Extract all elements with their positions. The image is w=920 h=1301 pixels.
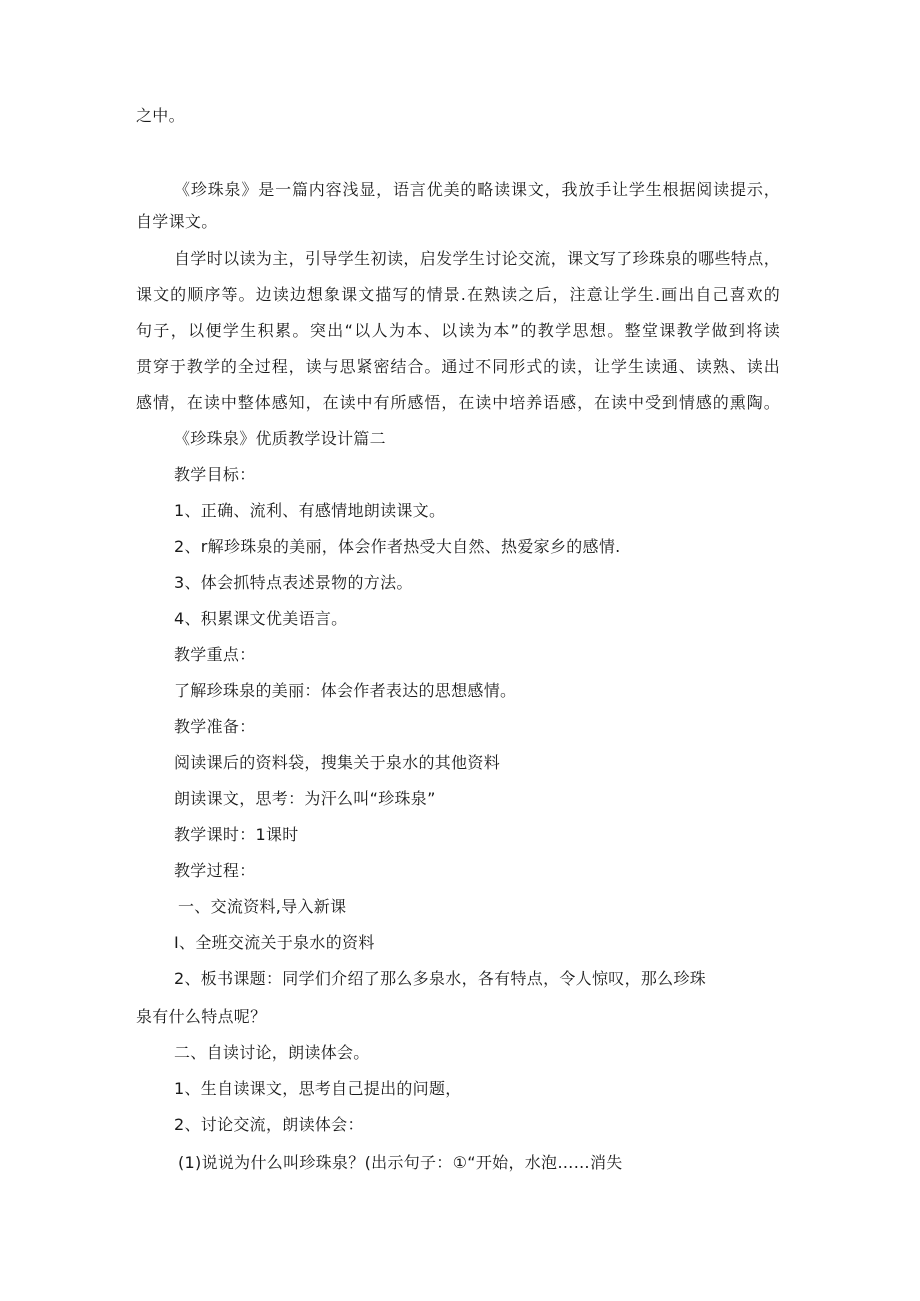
- text-line: 一、交流资料,导入新课: [178, 897, 347, 916]
- text-line: 阅读课后的资料袋，搜集关于泉水的其他资料: [174, 753, 501, 772]
- list-item: I、全班交流关于泉水的资料: [174, 933, 375, 952]
- text-line: 教学过程：: [174, 861, 256, 880]
- text-line: 《珍珠泉》是一篇内容浅显，语言优美的略读课文，我放手让学生根据阅读提示，: [174, 180, 780, 199]
- text-line: 朗读课文，思考：为汗么叫“珍珠泉”: [174, 789, 436, 808]
- list-item: (1)说说为什么叫珍珠泉？(出示句子：①“开始，水泡……消失: [178, 1153, 623, 1172]
- list-item: 1、生自读课文，思考自己提出的问题，: [174, 1079, 462, 1098]
- text-line: 教学重点：: [174, 645, 256, 664]
- text-line: 泉有什么特点呢？: [136, 1007, 267, 1026]
- text-line: 二、自读讨论，朗读体会。: [174, 1043, 370, 1062]
- text-line: 课文的顺序等。边读边想象课文描写的情景.在熟读之后，注意让学生.画出自己喜欢的: [136, 285, 780, 304]
- text-line: 贯穿于教学的全过程，读与思紧密结合。通过不同形式的读，让学生读通、读熟、读出: [136, 357, 780, 376]
- list-item: 2、讨论交流，朗读体会：: [174, 1115, 364, 1134]
- text-line: 之中。: [136, 106, 185, 125]
- text-line: 句子，以便学生积累。突出“以人为本、以读为本”的教学思想。整堂课教学做到将读: [136, 321, 780, 340]
- text-line: 教学课时：1课时: [174, 825, 299, 844]
- text-line: 教学目标：: [174, 465, 256, 484]
- list-item: 1、正确、流利、有感情地朗读课文。: [174, 501, 446, 520]
- text-line: 自学课文。: [136, 212, 218, 231]
- text-line: 感情，在读中整体感知，在读中有所感悟，在读中培养语感，在读中受到情感的熏陶。: [136, 393, 780, 412]
- list-item: 2、板书课题：同学们介绍了那么多泉水，各有特点，令人惊叹，那么珍珠: [174, 969, 707, 988]
- list-item: 3、体会抓特点表述景物的方法。: [174, 573, 413, 592]
- section-heading: 《珍珠泉》优质教学设计篇二: [174, 429, 386, 448]
- list-item: 4、积累课文优美语言。: [174, 609, 348, 628]
- text-line: 自学时以读为主，引导学生初读，启发学生讨论交流，课文写了珍珠泉的哪些特点，: [174, 249, 780, 268]
- text-line: 了解珍珠泉的美丽：体会作者表达的思想感情。: [174, 681, 517, 700]
- text-line: 教学准备：: [174, 717, 256, 736]
- list-item: 2、r解珍珠泉的美丽，体会作者热受大自然、热爱家乡的感情.: [174, 537, 621, 556]
